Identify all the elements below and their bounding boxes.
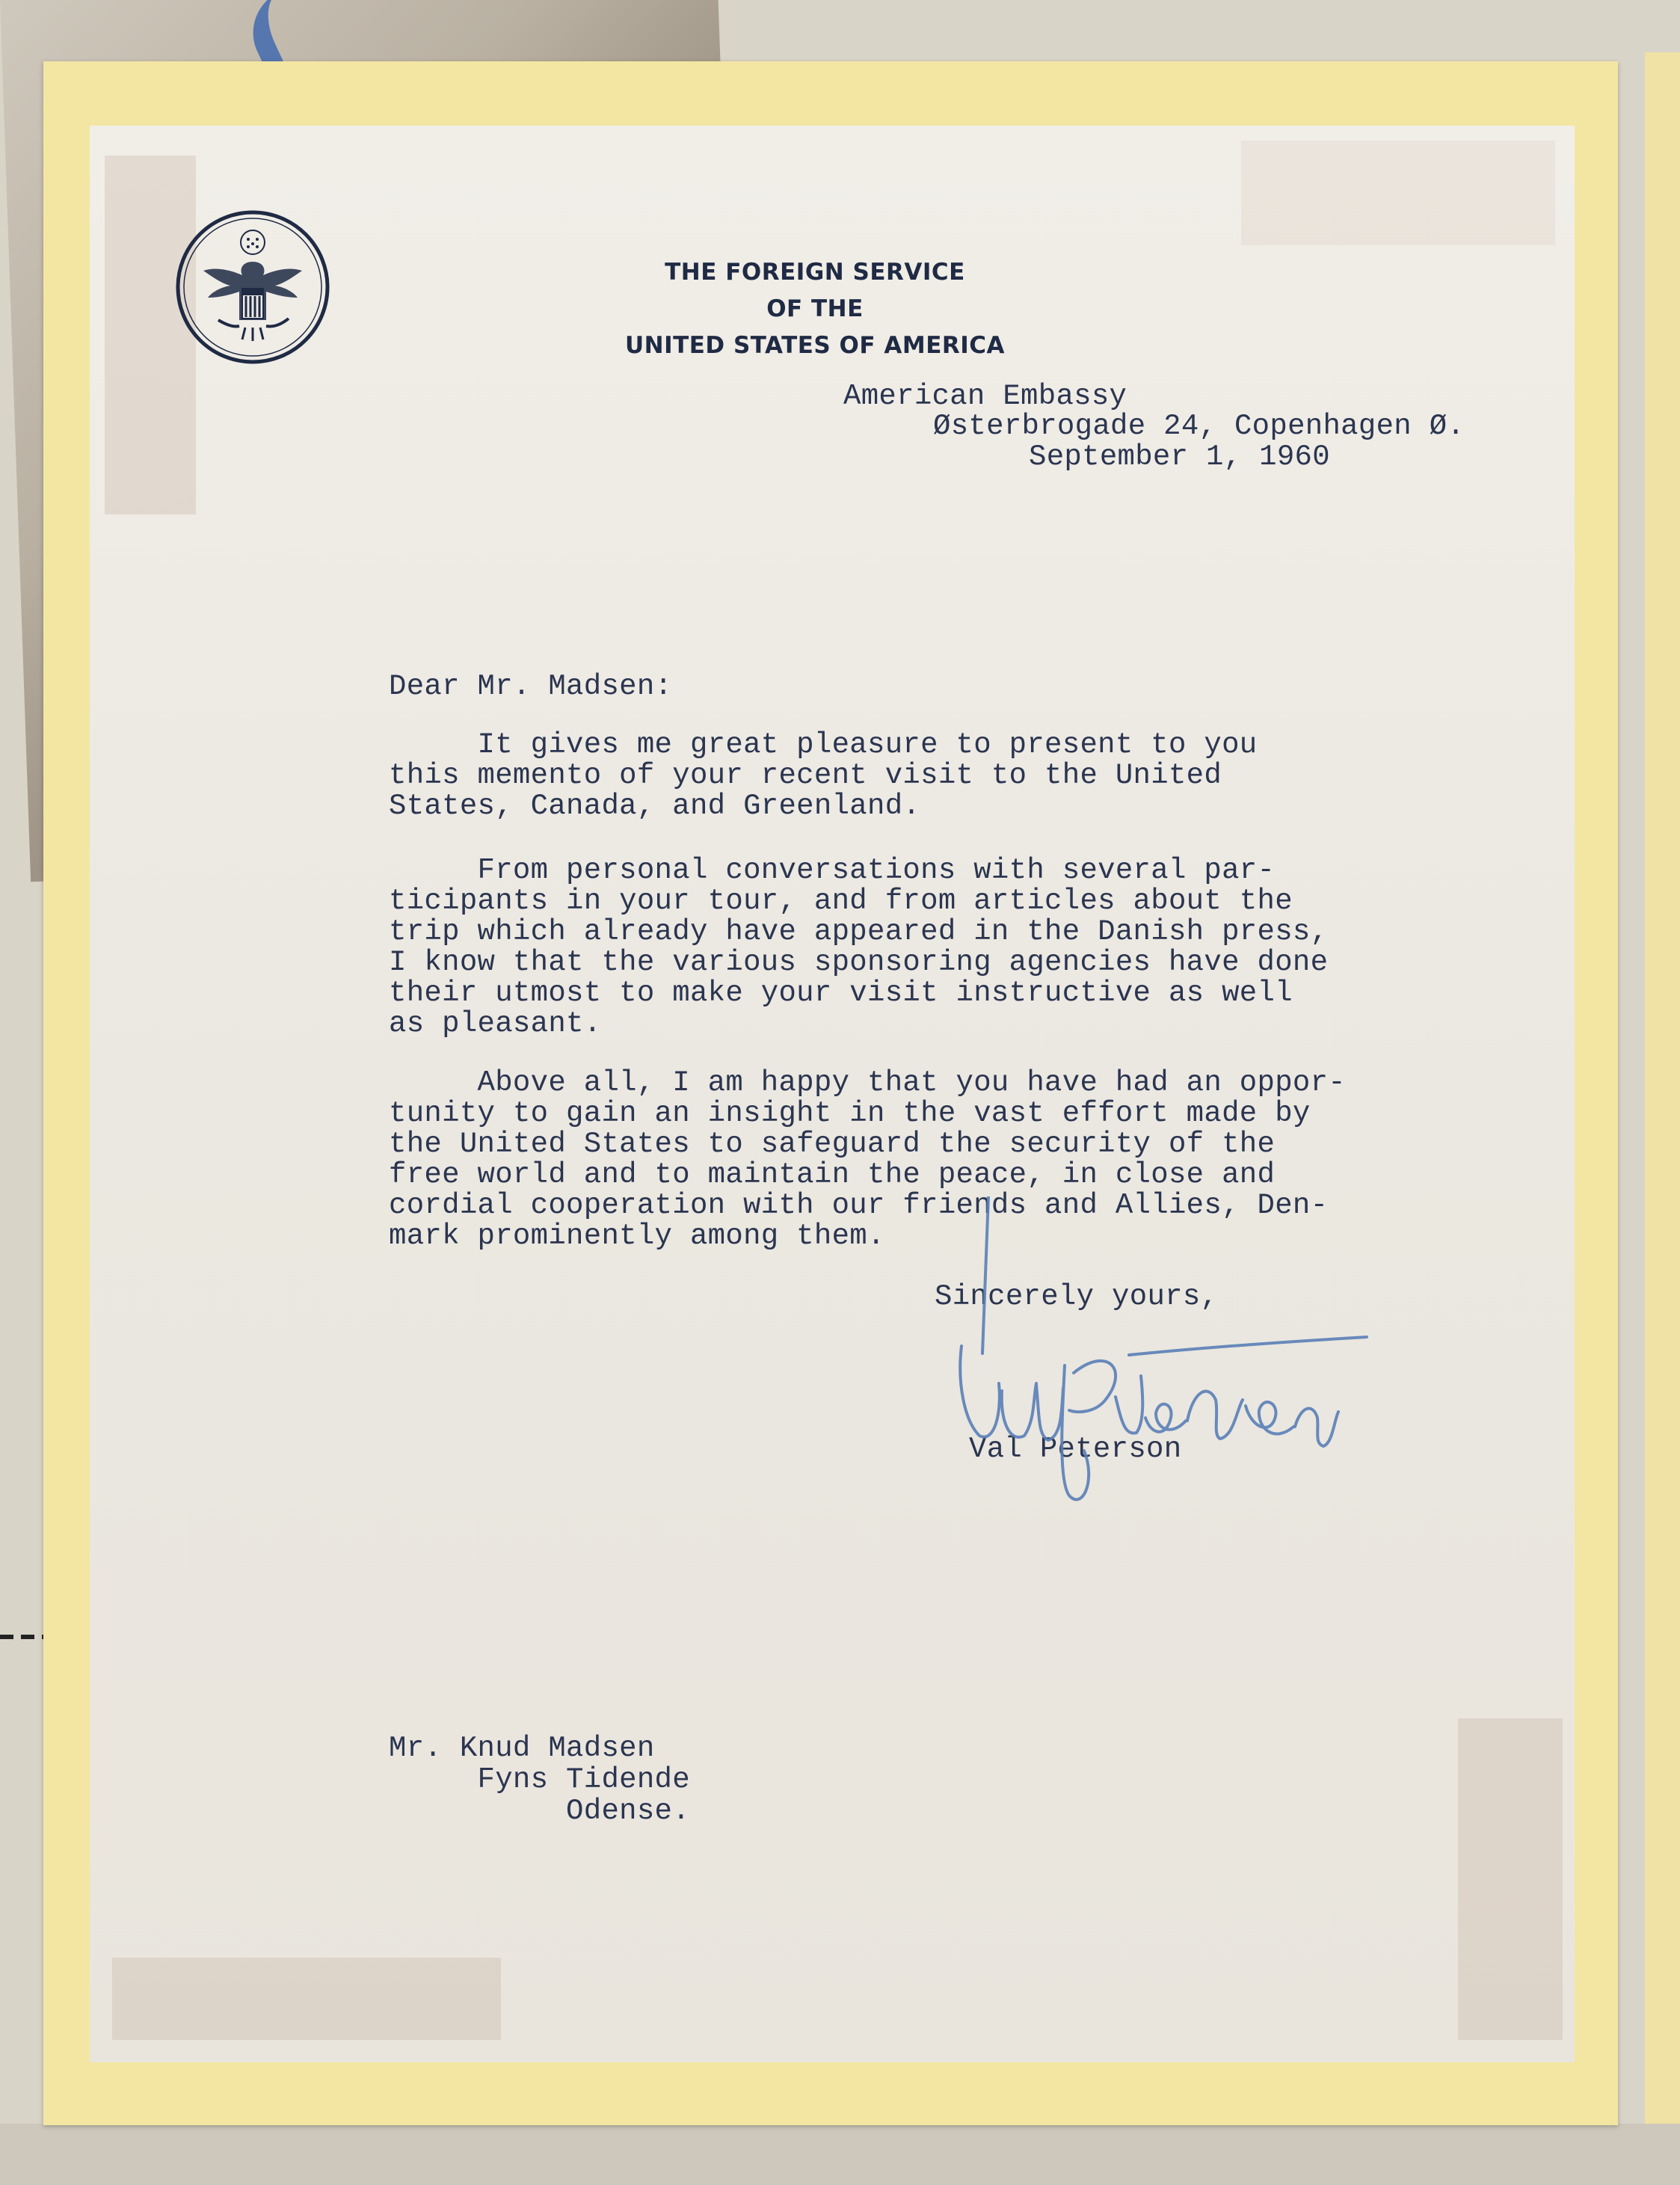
text-line: From personal conversations with several par- bbox=[389, 854, 1276, 887]
salutation: Dear Mr. Madsen: bbox=[389, 670, 673, 703]
table-surface bbox=[0, 2124, 1680, 2185]
recipient-city: Odense. bbox=[389, 1795, 690, 1828]
adjacent-mat-edge bbox=[1645, 52, 1680, 2131]
text-line: the United States to safeguard the security of the bbox=[389, 1128, 1276, 1161]
recipient-organization: Fyns Tidende bbox=[389, 1763, 690, 1796]
text-line: their utmost to make your visit instructive as well bbox=[389, 977, 1293, 1009]
letterhead bbox=[583, 254, 1047, 364]
paragraph-2 bbox=[389, 855, 1328, 1039]
text-line: trip which already have appeared in the Danish press, bbox=[389, 915, 1329, 948]
letterhead-line: THE FOREIGN SERVICE bbox=[665, 259, 965, 286]
sender-address-line: Østerbrogade 24, Copenhagen Ø. bbox=[933, 410, 1465, 443]
text-line: Above all, I am happy that you have had an oppor- bbox=[389, 1066, 1347, 1099]
text-line: cordial cooperation with our friends and Allies, Den- bbox=[389, 1189, 1329, 1222]
text-line: as pleasant. bbox=[389, 1007, 602, 1040]
text-line: ticipants in your tour, and from articles about the bbox=[389, 885, 1293, 918]
paper-stain bbox=[1241, 141, 1555, 245]
letterhead-line: OF THE bbox=[766, 295, 864, 322]
sender-address-line: American Embassy bbox=[843, 380, 1127, 413]
paper-stain bbox=[1458, 1718, 1563, 2040]
closing: Sincerely yours, bbox=[935, 1280, 1219, 1313]
text-line: this memento of your recent visit to the United bbox=[389, 759, 1222, 792]
letter-date: September 1, 1960 bbox=[1029, 440, 1330, 473]
letterhead-line: UNITED STATES OF AMERICA bbox=[624, 332, 1006, 359]
recipient-name: Mr. Knud Madsen bbox=[389, 1732, 655, 1765]
paragraph-1 bbox=[389, 730, 1258, 822]
paper-stain bbox=[112, 1958, 501, 2040]
text-line: I know that the various sponsoring agencies have done bbox=[389, 946, 1329, 979]
text-line: tunity to gain an insight in the vast effort made by bbox=[389, 1097, 1311, 1130]
text-line: It gives me great pleasure to present to you bbox=[389, 728, 1258, 761]
great-seal-emblem-icon bbox=[173, 208, 332, 366]
signer-name: Val Peterson bbox=[969, 1433, 1182, 1466]
text-line: mark prominently among them. bbox=[389, 1220, 885, 1253]
handwritten-signature bbox=[950, 1196, 1383, 1511]
text-line: free world and to maintain the peace, in close and bbox=[389, 1158, 1276, 1191]
text-line: States, Canada, and Greenland. bbox=[389, 790, 921, 823]
